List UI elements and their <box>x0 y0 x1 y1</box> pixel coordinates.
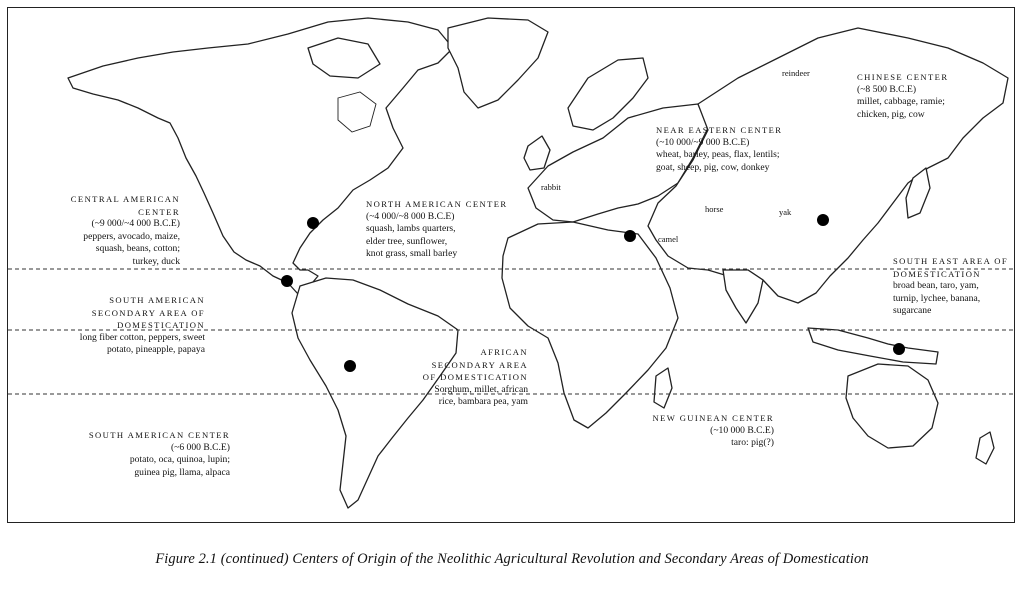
near-eastern-center-label: NEAR EASTERN CENTER (~10 000/~9 000 B.C.E) wheat, barley, peas, flax, lentils; goat, sheep, pig, cow, donkey <box>656 125 783 173</box>
south-american-center-marker <box>344 360 356 372</box>
north-american-center-marker <box>307 217 319 229</box>
animal-label-reindeer: reindeer <box>782 68 810 78</box>
australia <box>846 364 938 448</box>
animal-label-rabbit: rabbit <box>541 182 561 192</box>
african-secondary-label: AFRICAN SECONDARY AREA OF DOMESTICATION Sorghum, millet, african rice, bambara pea, yam <box>422 347 528 408</box>
south-east-asia-label: SOUTH EAST AREA OF DOMESTICATION broad bean, taro, yam, turnip, lychee, banana, sugarcane <box>893 256 1009 317</box>
figure-caption: Figure 2.1 (continued) Centers of Origin of the Neolithic Agricultural Revolution and Secondary Areas of Domestication <box>155 551 869 567</box>
madagascar <box>654 368 672 408</box>
central-american-center-label: CENTRAL AMERICAN CENTER (~9 000/~4 000 B.C.E) peppers, avocado, maize, squash, beans, cotton; turkey, duck <box>70 194 180 267</box>
new-guinean-center-label: NEW GUINEAN CENTER (~10 000 B.C.E) taro: pig(?) <box>652 413 774 449</box>
animal-label-horse: horse <box>705 204 724 214</box>
south-american-secondary-label: SOUTH AMERICAN SECONDARY AREA OF DOMESTICATION long fiber cotton, peppers, sweet potato, pineapple, papaya <box>79 295 205 356</box>
animal-label-yak: yak <box>779 207 792 217</box>
map-frame <box>7 7 1015 523</box>
animal-label-camel: camel <box>658 234 679 244</box>
africa <box>502 222 678 428</box>
british-isles <box>524 136 550 170</box>
indonesia <box>808 328 938 364</box>
greenland <box>448 18 548 108</box>
new-guinean-center-marker <box>893 343 905 355</box>
chinese-center-label: CHINESE CENTER (~8 500 B.C.E) millet, cabbage, ramie; chicken, pig, cow <box>857 72 949 120</box>
chinese-center-marker <box>817 214 829 226</box>
central-american-center-marker <box>281 275 293 287</box>
near-eastern-center-marker <box>624 230 636 242</box>
south-american-center-label: SOUTH AMERICAN CENTER (~6 000 B.C.E) potato, oca, quinoa, lupin; guinea pig, llama, alpaca <box>88 430 230 478</box>
north-american-center-label: NORTH AMERICAN CENTER (~4 000/~8 000 B.C.E) squash, lambs quarters, elder tree, sunflower, knot grass, small barley <box>366 199 508 260</box>
india <box>723 270 763 323</box>
new-zealand <box>976 432 994 464</box>
